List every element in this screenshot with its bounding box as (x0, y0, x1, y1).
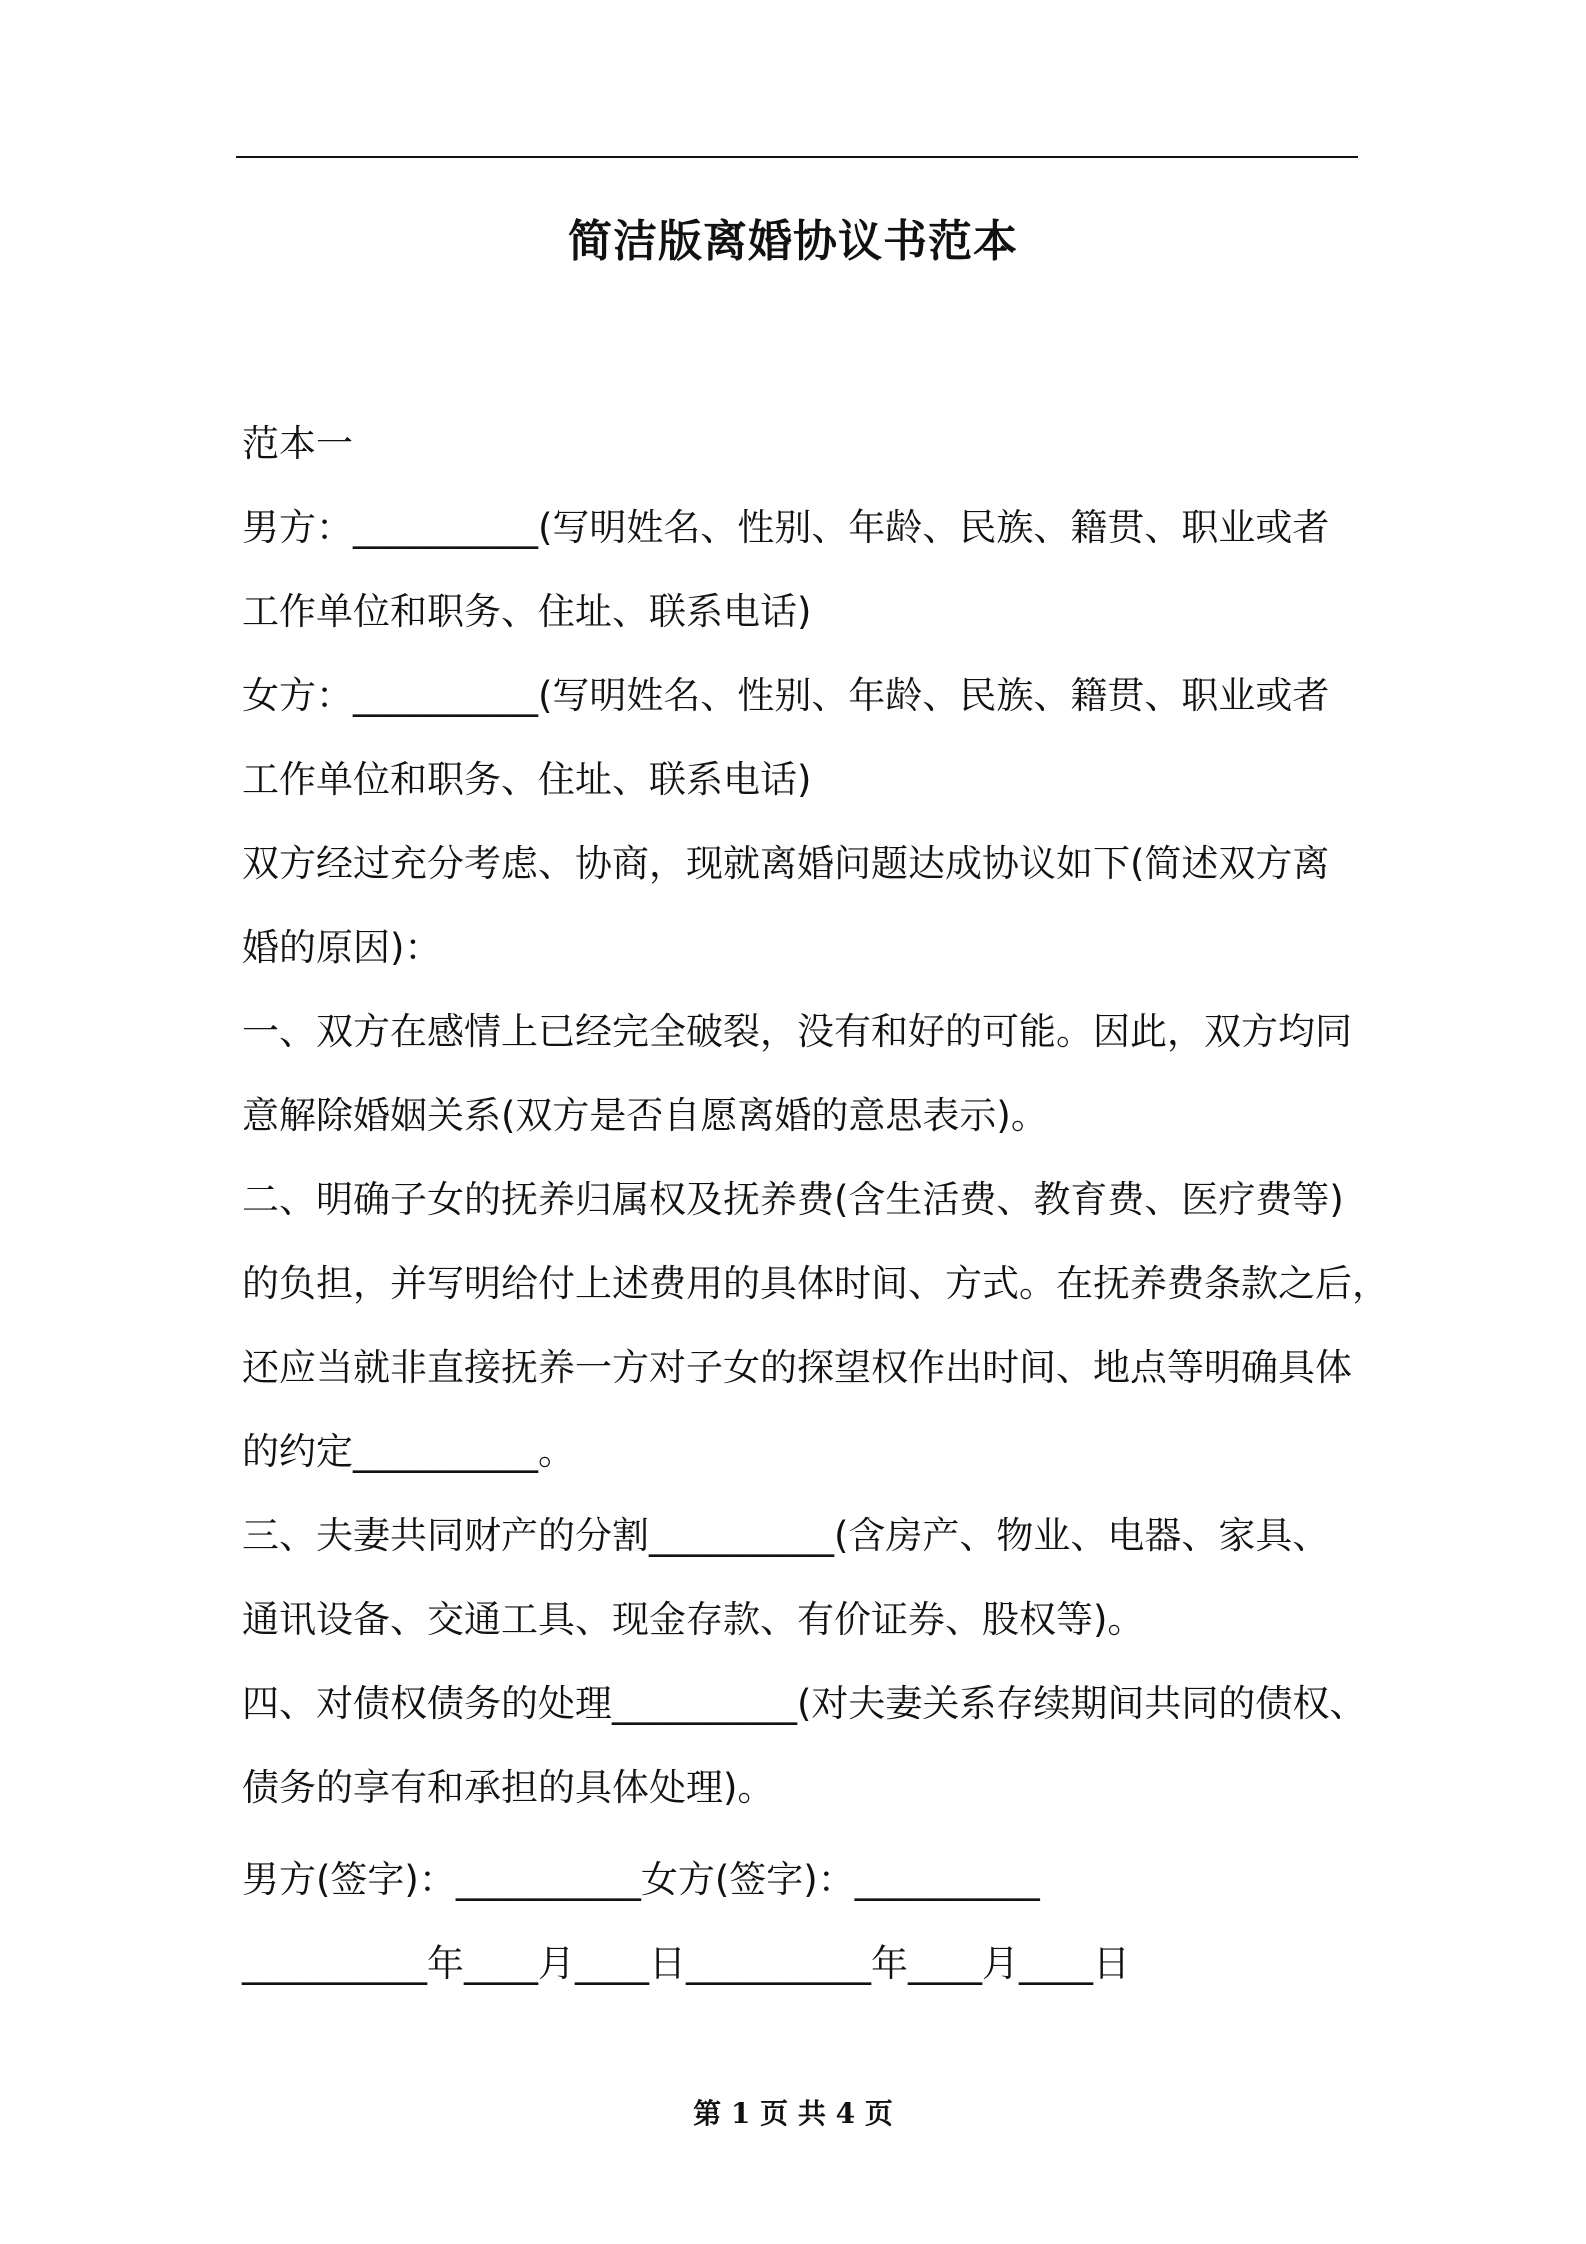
text-line: 女方：__________(写明姓名、性别、年龄、民族、籍贯、职业或者 (242, 674, 1330, 717)
text-line: 工作单位和职务、住址、联系电话) (242, 758, 812, 801)
text-line: 一、双方在感情上已经完全破裂，没有和好的可能。因此，双方均同 (242, 1010, 1352, 1053)
text-line: 四、对债权债务的处理__________(对夫妻关系存续期间共同的债权、 (242, 1682, 1367, 1725)
text-line: 工作单位和职务、住址、联系电话) (242, 590, 812, 633)
text-line: 还应当就非直接抚养一方对子女的探望权作出时间、地点等明确具体 (242, 1346, 1352, 1389)
spacer (242, 1830, 1367, 1838)
header-rule (236, 156, 1358, 158)
page-number: 第 1 页 共 4 页 (693, 2097, 893, 2130)
text-line: 二、明确子女的抚养归属权及抚养费(含生活费、教育费、医疗费等) (242, 1178, 1344, 1221)
signature-line: 男方(签字)：__________女方(签字)：__________ (242, 1858, 1040, 1901)
text-line: 三、夫妻共同财产的分割__________(含房产、物业、电器、家具、 (242, 1514, 1330, 1557)
document-body (242, 402, 1389, 2006)
text-line: 债务的享有和承担的具体处理)。 (242, 1766, 775, 1809)
text-line: 男方：__________(写明姓名、性别、年龄、民族、籍贯、职业或者 (242, 506, 1330, 549)
text-line: 的约定__________。 (242, 1430, 575, 1473)
text-line: 通讯设备、交通工具、现金存款、有价证券、股权等)。 (242, 1598, 1145, 1641)
text-line: 婚的原因)： (242, 926, 442, 969)
text-line: 意解除婚姻关系(双方是否自愿离婚的意思表示)。 (242, 1094, 1048, 1137)
document-title: 简洁版离婚协议书范本 (568, 216, 1018, 267)
date-line: __________年____月____日__________年____月____日 (242, 1942, 1130, 1985)
text-line: 双方经过充分考虑、协商，现就离婚问题达成协议如下(简述双方离 (242, 842, 1330, 885)
text-line: 的负担，并写明给付上述费用的具体时间、方式。在抚养费条款之后， (242, 1262, 1389, 1305)
section-heading: 范本一 (242, 422, 353, 465)
